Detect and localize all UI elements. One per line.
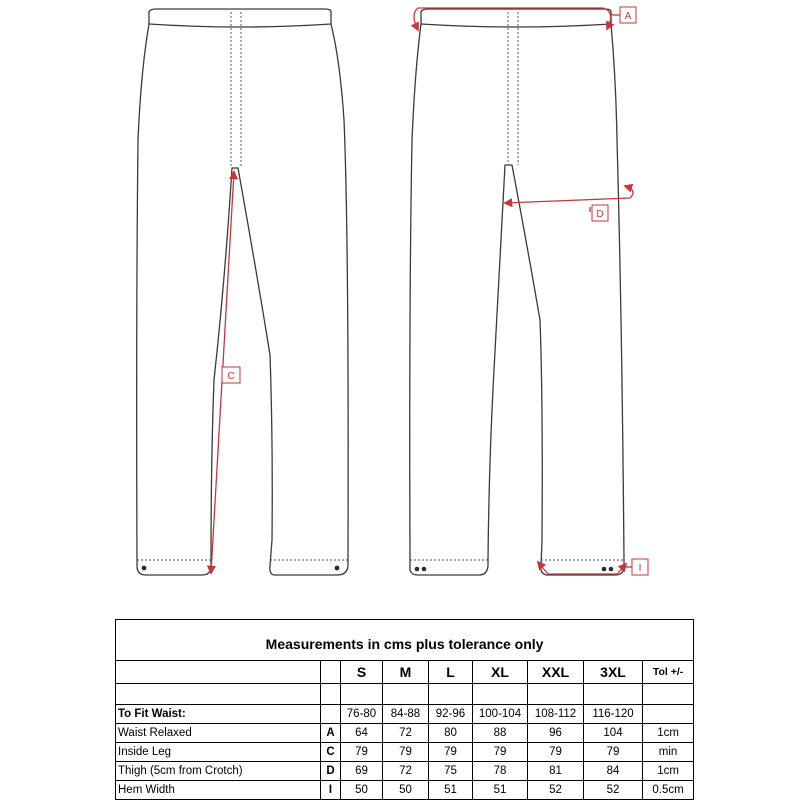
row-tolerance: 1cm [643,724,694,743]
size-header-s: S [341,661,383,684]
fit-waist-tol-blank [643,705,694,724]
row-value-l: 75 [429,762,473,781]
measurements-table [115,619,694,800]
back-trouser-outline [410,9,624,575]
row-value-xxl: 96 [528,724,584,743]
row-value-l: 79 [429,743,473,762]
header-blank-code [321,661,341,684]
front-waistband-line [149,24,331,27]
row-value-3xl: 104 [584,724,643,743]
back-hem-button-2 [422,567,427,572]
fit-waist-m: 84-88 [383,705,429,724]
table-title: Measurements in cms plus tolerance only [116,620,694,661]
back-seam-stitching [508,12,518,165]
row-value-xl: 79 [473,743,528,762]
row-tolerance: 1cm [643,762,694,781]
header-blank-name [116,661,321,684]
row-value-m: 72 [383,762,429,781]
row-tolerance: 0.5cm [643,781,694,800]
fit-waist-xxl: 108-112 [528,705,584,724]
row-value-xl: 88 [473,724,528,743]
spacer-cell [429,684,473,705]
row-value-3xl: 84 [584,762,643,781]
back-hem-button-4 [609,567,614,572]
table-row [116,781,694,800]
table-row-fit-waist [116,705,694,724]
label-i: I [638,563,642,574]
spacer-cell [473,684,528,705]
spacer-cell [528,684,584,705]
row-value-xxl: 79 [528,743,584,762]
back-view-trousers [410,7,648,575]
fit-waist-xl: 100-104 [473,705,528,724]
spacer-cell [383,684,429,705]
row-value-s: 69 [341,762,383,781]
back-hem-button-1 [415,567,420,572]
row-value-xxl: 81 [528,762,584,781]
label-c: C [227,371,235,382]
size-header-m: M [383,661,429,684]
row-name: Thigh (5cm from Crotch) [116,762,321,781]
spacer-cell [584,684,643,705]
row-value-l: 80 [429,724,473,743]
row-name: Waist Relaxed [116,724,321,743]
front-view-trousers [137,9,348,575]
row-value-s: 50 [341,781,383,800]
row-value-s: 64 [341,724,383,743]
fit-waist-3xl: 116-120 [584,705,643,724]
size-header-l: L [429,661,473,684]
row-value-xl: 51 [473,781,528,800]
fit-waist-code-blank [321,705,341,724]
row-value-s: 79 [341,743,383,762]
table-row [116,743,694,762]
row-value-l: 51 [429,781,473,800]
row-value-m: 79 [383,743,429,762]
row-code: I [321,781,341,800]
row-name: Inside Leg [116,743,321,762]
row-value-m: 72 [383,724,429,743]
thigh-measure-line [505,186,633,203]
row-value-3xl: 52 [584,781,643,800]
row-value-xl: 78 [473,762,528,781]
measurements-table-wrapper [115,619,693,800]
row-code: C [321,743,341,762]
size-header-3xl: 3XL [584,661,643,684]
row-value-3xl: 79 [584,743,643,762]
label-d: D [596,209,604,220]
table-row [116,724,694,743]
front-hem-button-left [142,566,147,571]
size-header-xl: XL [473,661,528,684]
fit-waist-label: To Fit Waist: [116,705,321,724]
label-a: A [624,11,632,22]
size-header-xxl: XXL [528,661,584,684]
table-row [116,762,694,781]
fit-waist-l: 92-96 [429,705,473,724]
front-hem-button-right [335,566,340,571]
row-value-m: 50 [383,781,429,800]
back-hem-button-3 [602,567,607,572]
front-trouser-outline [137,9,348,575]
spacer-cell [643,684,694,705]
spacer-cell [116,684,321,705]
row-value-xxl: 52 [528,781,584,800]
fit-waist-s: 76-80 [341,705,383,724]
back-waistband-line [421,24,611,27]
front-fly-stitching [231,12,241,168]
row-code: A [321,724,341,743]
row-code: D [321,762,341,781]
tolerance-header: Tol +/- [643,661,694,684]
spacer-cell [321,684,341,705]
row-tolerance: min [643,743,694,762]
row-name: Hem Width [116,781,321,800]
spacer-cell [341,684,383,705]
